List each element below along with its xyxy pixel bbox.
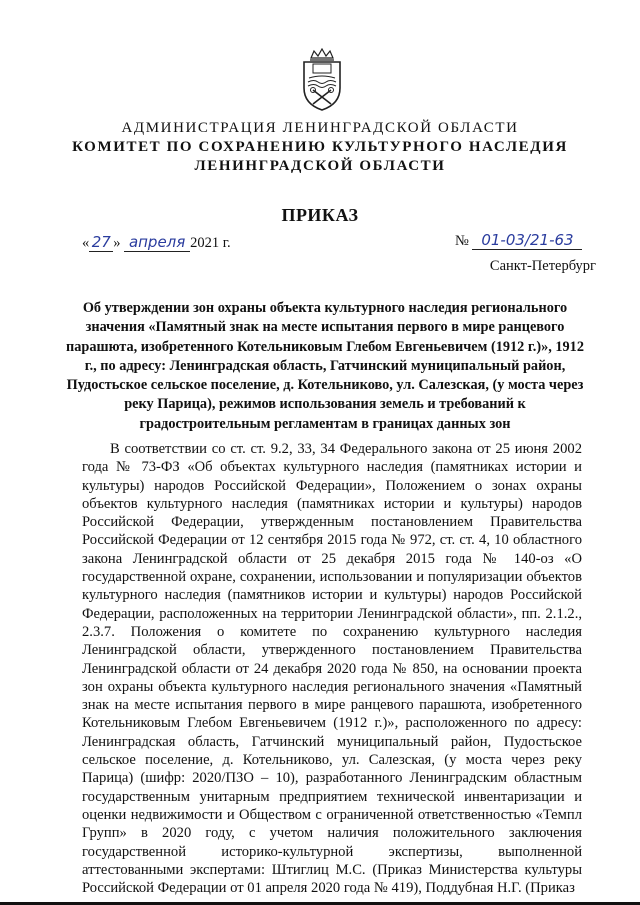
order-date	[82, 234, 231, 252]
header-administration: АДМИНИСТРАЦИЯ ЛЕНИНГРАДСКОЙ ОБЛАСТИ	[121, 120, 519, 136]
date-month-underline	[124, 234, 190, 252]
order-body	[82, 440, 582, 897]
order-number	[455, 232, 582, 250]
date-day: 27	[91, 233, 111, 251]
date-quote-close: »	[113, 235, 121, 251]
coat-of-arms-emblem	[300, 48, 344, 112]
header-region: ЛЕНИНГРАДСКОЙ ОБЛАСТИ	[194, 158, 446, 174]
number-value: 01-03/21-63	[481, 231, 574, 249]
date-quote-open: «	[82, 235, 90, 251]
body-paragraph: В соответствии со ст. ст. 9.2, 33, 34 Федерального закона от 25 июня 2002 года № 73-ФЗ «Об объектах культурного наследия (памятниках истории и культуры) народов Российской Федерации», Положением о зонах охраны объектов культурного наследия (памятниках истории и культуры) народов Российской Федерации, утвержденным постановлением Правительства Российской Федерации от 12 сентября 2015 года № 972, ст. ст. 4, 10 областного закона Ленинградской области от 25 декабря 2015 года № 140-оз «О государственной охране, сохранении, использовании и популяризации объектов культурного наследия (памятников истории и культуры) народов Российской Федерации, расположенных на территории Ленинградской области», пп. 2.1.2., 2.3.7. Положения о комитете по сохранению культурного наследия Ленинградской области, утвержденного постановлением Правительства Ленинградской области от 24 декабря 2020 года № 850, на основании проекта зон охраны объекта культурного наследия регионального значения «Памятный знак на месте испытания первого в мире ранцевого парашюта, изобретенного Котельниковым Глебом Евгеньевичем (1912 г.)», расположенного по адресу: Ленинградская область, Гатчинский муниципальный район, Пудостьское сельское поселение, д. Котельниково, ул. Салезская, (у моста через реку Парица) (шифр: 2020/ПЗО – 10), разработанного Ленинградским областным государственным унитарным предприятием технической инвентаризации и оценки недвижимости и Обществом с ограниченной ответственностью «Темпл Групп» в 2020 году, с учетом наличия положительного заключения государственной историко-культурной экспертизы, выполненной аттестованными экспертами: Штиглиц М.С. (Приказ Министерства культуры Российской Федерации от 01 апреля 2020 года № 419), Поддубная Н.Г. (Приказ	[82, 441, 582, 897]
header-committee: КОМИТЕТ ПО СОХРАНЕНИЮ КУЛЬТУРНОГО НАСЛЕДИЯ	[72, 139, 568, 155]
order-subject: Об утверждении зон охраны объекта культурного наследия регионального значения «Памятный знак на месте испытания первого в мире ранцевого парашюта, изобретенного Котельниковым Глебом Евгеньевичем (1912 г.)», 1912 г., по адресу: Ленинградская область, Гатчинский муниципальный район, Пудостьское сельское поселение, д. Котельниково, ул. Салезская, (у моста через реку Парица), режимов использования земель и требований к градостроительным регламентам в границах данных зон	[66, 300, 584, 432]
number-label: №	[455, 233, 469, 249]
order-city: Санкт-Петербург	[489, 258, 596, 274]
date-year: 2021 г.	[190, 235, 231, 251]
date-month: апреля	[128, 233, 186, 251]
number-underline	[472, 232, 582, 250]
date-day-underline	[89, 234, 113, 252]
order-title: ПРИКАЗ	[281, 205, 359, 225]
